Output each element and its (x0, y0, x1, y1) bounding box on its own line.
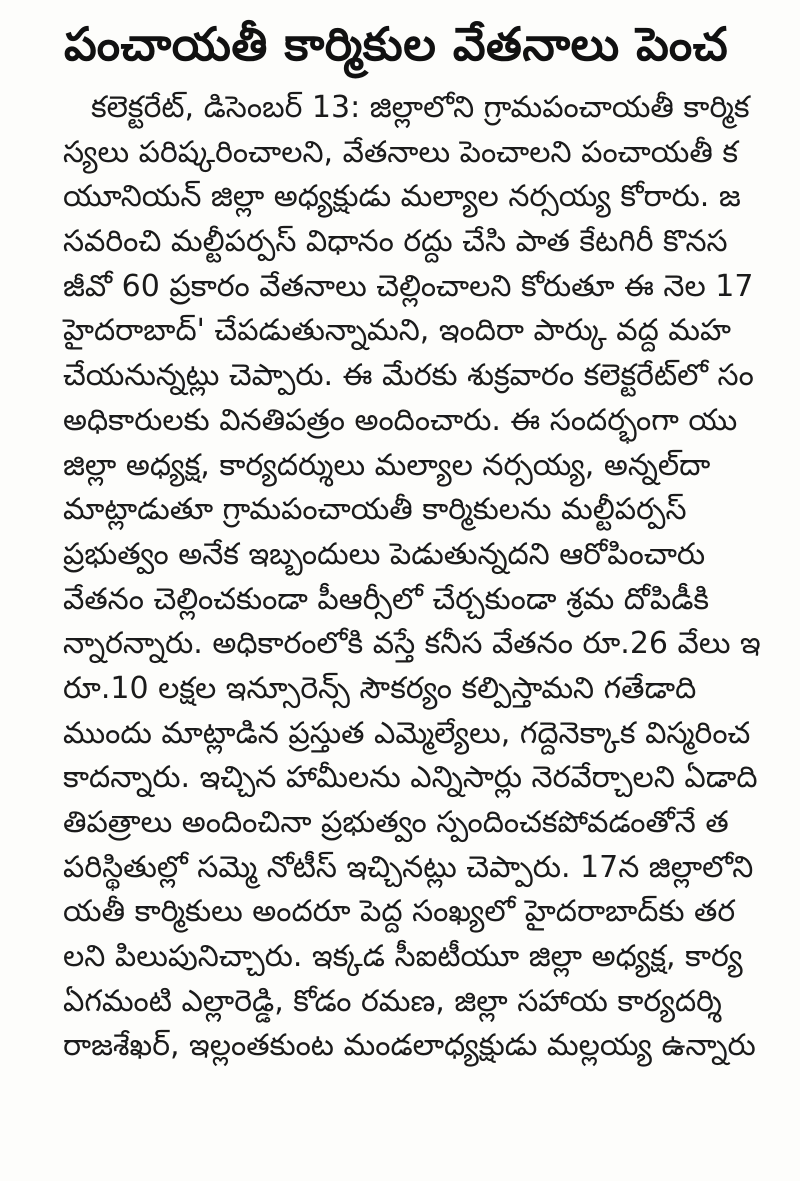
article-line-20: లని పిలుపునిచ్చారు. ఇక్కడ సీఐటీయూ జిల్లా అధ్యక్ష, కార్య (63, 939, 743, 975)
article-line-14: రూ.10 లక్షల ఇన్సూరెన్స్ సౌకర్యం కల్పిస్తామని గతేడాది (63, 670, 697, 706)
article-body (63, 86, 800, 1069)
article-line-8: అధికారులకు వినతిపత్రం అందించారు. ఈ సందర్భంగా యు (63, 402, 738, 438)
article-line-17: తిపత్రాలు అందించినా ప్రభుత్వం స్పందించకపోవడంతోనే త (63, 805, 729, 840)
article-line-4: సవరించి మల్టీపర్పస్ విధానం రద్దు చేసి పాత కేటగిరీ కొనస (63, 224, 728, 260)
article-line-10: మాట్లాడుతూ గ్రామపంచాయతీ కార్మికులను మల్టీపర్పస్ (63, 492, 687, 528)
article-line-19: యతీ కార్మికులు అందరూ పెద్ద సంఖ్యలో హైదరాబాద్‌కు తర (63, 894, 736, 930)
article-line-3: యూనియన్ జిల్లా అధ్యక్షుడు మల్యాల నర్సయ్య కోరారు. జ (63, 179, 741, 215)
article-line-22: రాజశేఖర్, ఇల్లంతకుంట మండలాధ్యక్షుడు మల్లయ్య ఉన్నారు (63, 1028, 756, 1064)
article-line-15: ముందు మాట్లాడిన ప్రస్తుత ఎమ్మెల్యేలు, గద్దెనెక్కాక విస్మరించ (63, 715, 751, 751)
article-line-1: కలెక్టరేట్, డిసెంబర్ 13: జిల్లాలోని గ్రామపంచాయతీ కార్మిక (91, 90, 750, 125)
article-line-13: న్నారన్నారు. అధికారంలోకి వస్తే కనీస వేతనం రూ.26 వేలు ఇ (63, 626, 761, 662)
article-line-6: హైదరాబాద్' చేపడుతున్నామని, ఇందిరా పార్కు వద్ద మహ (63, 313, 732, 349)
article-line-12: వేతనం చెల్లించకుండా పీఆర్సీలో చేర్చకుండా శ్రమ దోపిడీకి (63, 581, 710, 617)
article-line-5: జీవో 60 ప్రకారం వేతనాలు చెల్లించాలని కోరుతూ ఈ నెల 17 (63, 268, 754, 304)
article-headline: పంచాయతీ కార్మికుల వేతనాలు పెంచ (64, 17, 729, 71)
article-line-21: ఏగమంటి ఎల్లారెడ్డి, కోడం రమణ, జిల్లా సహాయ కార్యదర్శి (63, 983, 722, 1019)
article-line-9: జిల్లా అధ్యక్ష, కార్యదర్శులు మల్యాల నర్సయ్య, అన్నల్‌దా (63, 447, 711, 483)
article-line-7: చేయనున్నట్లు చెప్పారు. ఈ మేరకు శుక్రవారం కలెక్టరేట్‌లో సం (63, 358, 754, 394)
article-line-2: స్యలు పరిష్కరించాలని, వేతనాలు పెంచాలని పంచాయతీ క (63, 134, 739, 170)
article-line-16: కాదన్నారు. ఇచ్చిన హామీలను ఎన్నిసార్లు నెరవేర్చాలని ఏడాది (63, 760, 758, 796)
article-line-18: పరిస్థితుల్లో సమ్మె నోటీస్ ఇచ్చినట్లు చెప్పారు. 17న జిల్లాలోని (63, 849, 754, 885)
article-line-11: ప్రభుత్వం అనేక ఇబ్బందులు పెడుతున్నదని ఆరోపించారు (63, 536, 706, 572)
